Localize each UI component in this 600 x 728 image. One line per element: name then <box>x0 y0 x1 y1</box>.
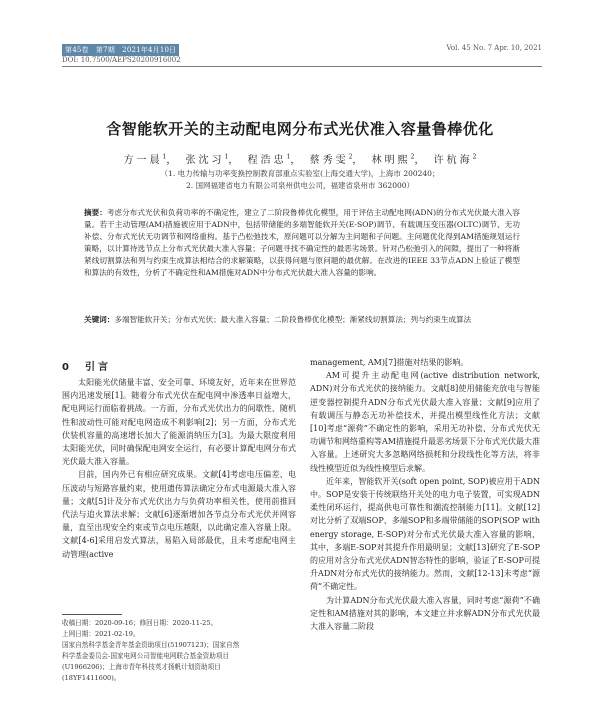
paragraph: 太阳能光伏储量丰富、安全可靠、环境友好，近年来在世界范围内迅速发展[1]。随着分布式光伏在配电网中渗透率日益增大，配电网运行面临着挑战。一方面，分布式光伏出力的间歇性、随机性和波动性可能对配电网造成不利影响[2]；另一方面，分布式光伏装机容量的高速增长加大了能源消纳压力[3]。为最大限度利用太阳能光伏，同时确保配电网安全运行，有必要计算配电网分布式光伏最大准入容量。 <box>62 378 296 467</box>
footnote-line: 上网日期：2021-02-19。 <box>62 630 140 638</box>
keywords-text: 多端智能软开关；分布式光伏；最大准入容量；二阶段鲁棒优化模型；渐紧线切割算法；列与约束生成算法 <box>114 315 472 324</box>
author: 程浩忠 <box>247 155 287 166</box>
paragraph: 近年来，智能软开关(soft open point, SOP)被应用于ADN中。SOP是安装于传统联络开关处的电力电子装置，可实现ADN柔性闭环运行，提高供电可靠性和潮流控制能力[11]。文献[12]对比分析了双端SOP、多端SOP和多端带储能的SOP(SOP with energy storage, E-SOP)对分布式光伏最大准入容量的影响，其中，多端E-SOP对其提升作用最明显；文献[13]研究了E-SOP的应用对含分布式光伏ADN智态特性的影响，验证了E-SOP可提升ADN对分布式光伏的接纳能力。然而，文献[12-13]未考虑“源荷”不确定性。 <box>310 476 540 592</box>
author-list: 方一晨$^1$， 张沈习$^1$， 程浩忠$^1$， 蔡秀雯$^2$， 林明熙$^2$， 许杭海$^2$ <box>123 153 477 166</box>
keywords-label: 关键词： <box>84 315 115 324</box>
right-column <box>310 356 540 633</box>
abstract <box>84 207 520 280</box>
journal-volume-en: Vol. 45 No. 7 Apr. 10, 2021 <box>446 44 542 52</box>
footnote-line: 科学基金委员会-国家电网公司智能电网联合基金资助项目 <box>62 652 230 660</box>
author: 许杭海 <box>433 155 473 166</box>
header-rule <box>62 66 542 67</box>
footnote-rule <box>62 614 122 615</box>
paragraph: management, AM)[7]措施对结果的影响。 <box>310 358 469 367</box>
journal-issue-badge: 第45卷 第7期 2021年4月10日 <box>62 44 179 56</box>
affiliation-1: （1. 电力传输与功率变换控制教育部重点实验室(上海交通大学)，上海市 200240； <box>160 169 440 178</box>
author: 方一晨 <box>123 155 163 166</box>
keywords <box>84 314 520 326</box>
footnotes <box>62 618 296 684</box>
abstract-text: 考虑分布式光伏和负荷功率的不确定性，建立了二阶段鲁棒优化模型，用于评估主动配电网(ADN)的分布式光伏最大准入容量。若干主动管理(AM)措施被应用于ADN中，包括带储能的多端智能软开关(E-SOP)调节、有载调压变压器(OLTC)调节、无功补偿、分布式光伏无功调节和网络重构。基于凸松弛技术，原问题可以分解为主问题和子问题。主问题优化得到AM措施规划运行策略，以计算待选节点上分布式光伏最大准入容量；子问题寻找不确定性的最恶劣场景。针对凸松弛引入的间隙，提出了一种将渐紧线切割算法和列与约束生成算法相结合的求解策略，以获得问题与原问题的最优解。在改进的IEEE 33节点ADN上验证了模型和算法的有效性，分析了不确定性和AM措施对ADN中分布式光伏最大准入容量的影响。 <box>84 208 521 278</box>
affiliation-2: 2. 国网福建省电力有限公司泉州供电公司，福建省泉州市 362000） <box>185 181 415 190</box>
footnote-line: 收稿日期：2020-09-16；修回日期：2020-11-25。 <box>62 619 218 627</box>
footnote-line: (U1966206)；上海市青年科技英才扬帆计划资助项目 <box>62 663 221 671</box>
footnote-line: (18YF1411600)。 <box>62 674 121 682</box>
paragraph: AM可提升主动配电网(active distribution network, ADN)对分布式光伏的接纳能力。文献[8]使用储能充放电与智能逆变器控制提升ADN分布式光伏最大准入容量；文献[9]应用了有载调压与静态无功补偿技术，并提出模型线性化方法；文献[10]考虑“源荷”不确定性的影响，采用无功补偿、分布式光伏无功调节和网络重构等AM措施提升最恶劣场景下分布式光伏最大准入容量。上述研究大多忽略网络损耗和分段线性化等方法，将非线性模型近似为线性模型后求解。 <box>310 371 540 473</box>
doi: DOI: 10.7500/AEPS20200916002 <box>62 56 181 64</box>
left-column <box>62 376 296 561</box>
section-heading: 0 引言 <box>62 362 111 373</box>
footnote-line: 国家自然科学基金青年基金资助项目(51907123)；国家自然 <box>62 641 240 649</box>
paragraph: 为计算ADN分布式光伏最大准入容量，同时考虑“源荷”不确定性和AM措施对其的影响，本文建立并求解ADN分布式光伏最大准入容量二阶段 <box>310 595 540 632</box>
author: 林明熙 <box>371 155 411 166</box>
abstract-label: 摘要： <box>84 208 107 217</box>
paper-title: 含智能软开关的主动配电网分布式光伏准入容量鲁棒优化 <box>106 120 494 138</box>
paragraph: 目前，国内外已有相应研究成果。文献[4]考虑电压偏差、电压波动与短路容量约束，使用遗传算法确定分布式电源最大准入容量；文献[5]计及分布式光伏出力与负荷功率相关性，使用前推回代法与追火算法求解；文献[6]逐渐增加各节点分布式光伏并网容量，直至出现安全约束或节点电压越限，以此确定准入容量上限。文献[4-6]采用启发式算法，易陷入局部最优，且未考虑配电网主动管理(active <box>62 470 296 559</box>
author: 蔡秀雯 <box>309 155 349 166</box>
author: 张沈习 <box>185 155 225 166</box>
